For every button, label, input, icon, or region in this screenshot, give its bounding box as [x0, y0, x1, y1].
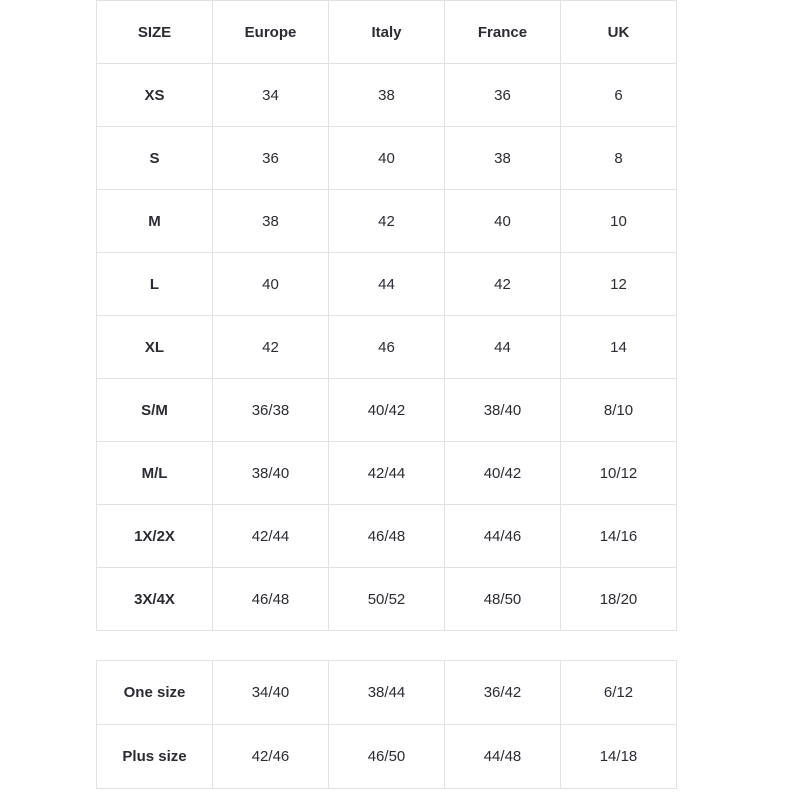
table-row [97, 190, 677, 253]
table-row [97, 568, 677, 631]
cell-italy: 46/48 [329, 505, 445, 568]
cell-uk: 18/20 [561, 568, 677, 631]
cell-france: 44 [445, 316, 561, 379]
size-conversion-table [96, 0, 677, 631]
table-row [97, 127, 677, 190]
cell-uk: 14/16 [561, 505, 677, 568]
cell-europe: 34 [213, 64, 329, 127]
column-header-uk: UK [561, 1, 677, 64]
table-header [97, 1, 677, 64]
cell-france: 48/50 [445, 568, 561, 631]
cell-europe: 46/48 [213, 568, 329, 631]
cell-italy: 42 [329, 190, 445, 253]
cell-europe: 40 [213, 253, 329, 316]
one-size-table [96, 660, 677, 789]
cell-france: 38 [445, 127, 561, 190]
cell-italy: 44 [329, 253, 445, 316]
cell-france: 36 [445, 64, 561, 127]
column-header-france: France [445, 1, 561, 64]
cell-europe: 38/40 [213, 442, 329, 505]
row-label: S [97, 127, 213, 190]
row-label: Plus size [97, 725, 213, 789]
cell-uk: 6 [561, 64, 677, 127]
cell-italy: 38 [329, 64, 445, 127]
column-header-size: SIZE [97, 1, 213, 64]
table-header-row [97, 1, 677, 64]
table-row [97, 64, 677, 127]
cell-europe: 36/38 [213, 379, 329, 442]
column-header-italy: Italy [329, 1, 445, 64]
row-label: 1X/2X [97, 505, 213, 568]
table-gap [96, 631, 676, 660]
row-label: One size [97, 661, 213, 725]
one-size-table-body [97, 661, 677, 789]
row-label: L [97, 253, 213, 316]
cell-uk: 14/18 [561, 725, 677, 789]
cell-europe: 42/46 [213, 725, 329, 789]
cell-france: 44/48 [445, 725, 561, 789]
row-label: M [97, 190, 213, 253]
cell-uk: 8/10 [561, 379, 677, 442]
table-row [97, 661, 677, 725]
cell-uk: 12 [561, 253, 677, 316]
cell-france: 40 [445, 190, 561, 253]
table-row [97, 253, 677, 316]
cell-europe: 42/44 [213, 505, 329, 568]
cell-italy: 46 [329, 316, 445, 379]
cell-italy: 42/44 [329, 442, 445, 505]
cell-france: 40/42 [445, 442, 561, 505]
table-row [97, 725, 677, 789]
table-row [97, 316, 677, 379]
row-label: M/L [97, 442, 213, 505]
cell-europe: 36 [213, 127, 329, 190]
cell-france: 44/46 [445, 505, 561, 568]
table-row [97, 442, 677, 505]
cell-italy: 46/50 [329, 725, 445, 789]
cell-italy: 40/42 [329, 379, 445, 442]
row-label: XL [97, 316, 213, 379]
row-label: S/M [97, 379, 213, 442]
cell-europe: 34/40 [213, 661, 329, 725]
cell-uk: 14 [561, 316, 677, 379]
row-label: 3X/4X [97, 568, 213, 631]
cell-france: 42 [445, 253, 561, 316]
cell-europe: 42 [213, 316, 329, 379]
cell-uk: 6/12 [561, 661, 677, 725]
table-row [97, 505, 677, 568]
table-body [97, 64, 677, 631]
cell-france: 38/40 [445, 379, 561, 442]
cell-uk: 8 [561, 127, 677, 190]
table-row [97, 379, 677, 442]
row-label: XS [97, 64, 213, 127]
cell-italy: 38/44 [329, 661, 445, 725]
cell-uk: 10 [561, 190, 677, 253]
column-header-europe: Europe [213, 1, 329, 64]
cell-italy: 50/52 [329, 568, 445, 631]
cell-italy: 40 [329, 127, 445, 190]
size-chart-container [96, 0, 676, 789]
cell-france: 36/42 [445, 661, 561, 725]
cell-europe: 38 [213, 190, 329, 253]
cell-uk: 10/12 [561, 442, 677, 505]
